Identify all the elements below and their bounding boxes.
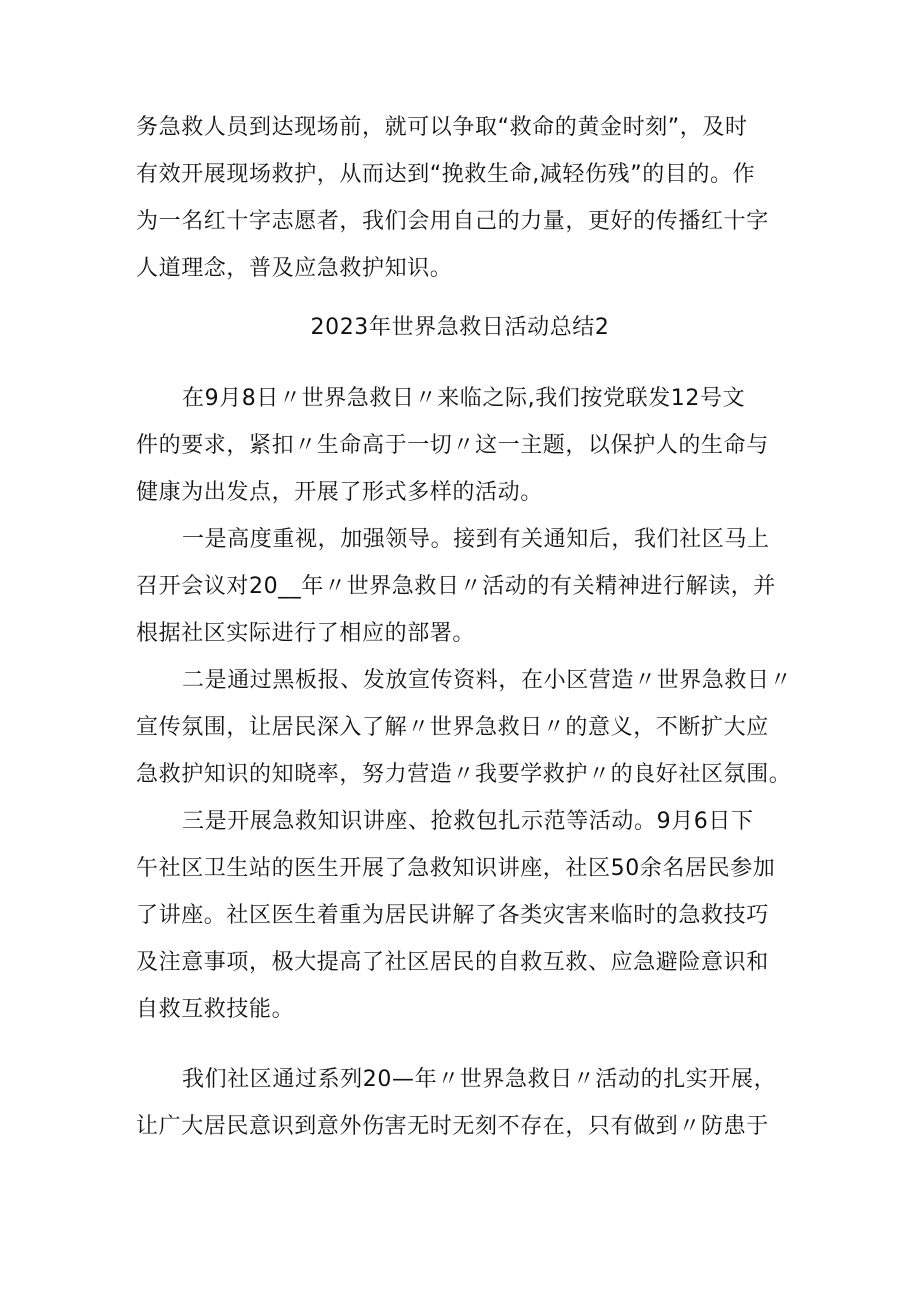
point-three-paragraph <box>136 798 796 1033</box>
text-line: 及注意事项，极大提高了社区居民的自救互救、应急避险意识和 <box>136 950 769 975</box>
point-one-paragraph <box>136 516 796 657</box>
text-line: 人道理念，普及应急救护知识。 <box>136 256 453 281</box>
text-line: 为一名红十字志愿者，我们会用自己的力量，更好的传播红十字 <box>136 209 769 234</box>
point-two-paragraph <box>136 657 796 798</box>
text-line: 午社区卫生站的医生开展了急救知识讲座，社区50余名居民参加 <box>136 856 776 881</box>
section-title: 2023年世界急救日活动总结2 <box>310 315 610 340</box>
continuation-paragraph <box>136 104 796 292</box>
text-line: 二是通过黑板报、发放宣传资料，在小区营造〃世界急救日〃 <box>182 668 793 693</box>
text-line: 健康为出发点，开展了形式多样的活动。 <box>136 480 543 505</box>
text-line: 了讲座。社区医生着重为居民讲解了各类灾害来临时的急救技巧 <box>136 903 769 928</box>
text-line: 三是开展急救知识讲座、抢救包扎示范等活动。9月6日下 <box>182 809 754 834</box>
text-line: 一是高度重视，加强领导。接到有关通知后，我们社区马上 <box>182 527 770 552</box>
text-line: 我们社区通过系列20—年〃世界急救日〃活动的扎实开展， <box>182 1067 777 1092</box>
text-line: 在9月8日〃世界急救日〃来临之际,我们按党联发12号文 <box>182 386 746 411</box>
text-line: 有效开展现场救护，从而达到“挽救生命,减轻伤残”的目的。作 <box>136 162 756 187</box>
intro-paragraph <box>136 375 796 516</box>
conclusion-paragraph <box>136 1056 796 1150</box>
text-line: 让广大居民意识到意外伤害无时无刻不存在，只有做到〃防患于 <box>136 1114 769 1139</box>
text-line: 务急救人员到达现场前，就可以争取“救命的黄金时刻”，及时 <box>136 115 748 140</box>
text-line: 件的要求，紧扣〃生命高于一切〃这一主题，以保护人的生命与 <box>136 433 769 458</box>
text-line: 急救护知识的知晓率，努力营造〃我要学救护〃的良好社区氛围。 <box>136 762 792 787</box>
text-line: 宣传氛围，让居民深入了解〃世界急救日〃的意义，不断扩大应 <box>136 715 769 740</box>
text-line: 根据社区实际进行了相应的部署。 <box>136 621 476 646</box>
text-line: 自救互救技能。 <box>136 997 295 1022</box>
text-line: 召开会议对20__年〃世界急救日〃活动的有关精神进行解读，并 <box>136 574 776 599</box>
